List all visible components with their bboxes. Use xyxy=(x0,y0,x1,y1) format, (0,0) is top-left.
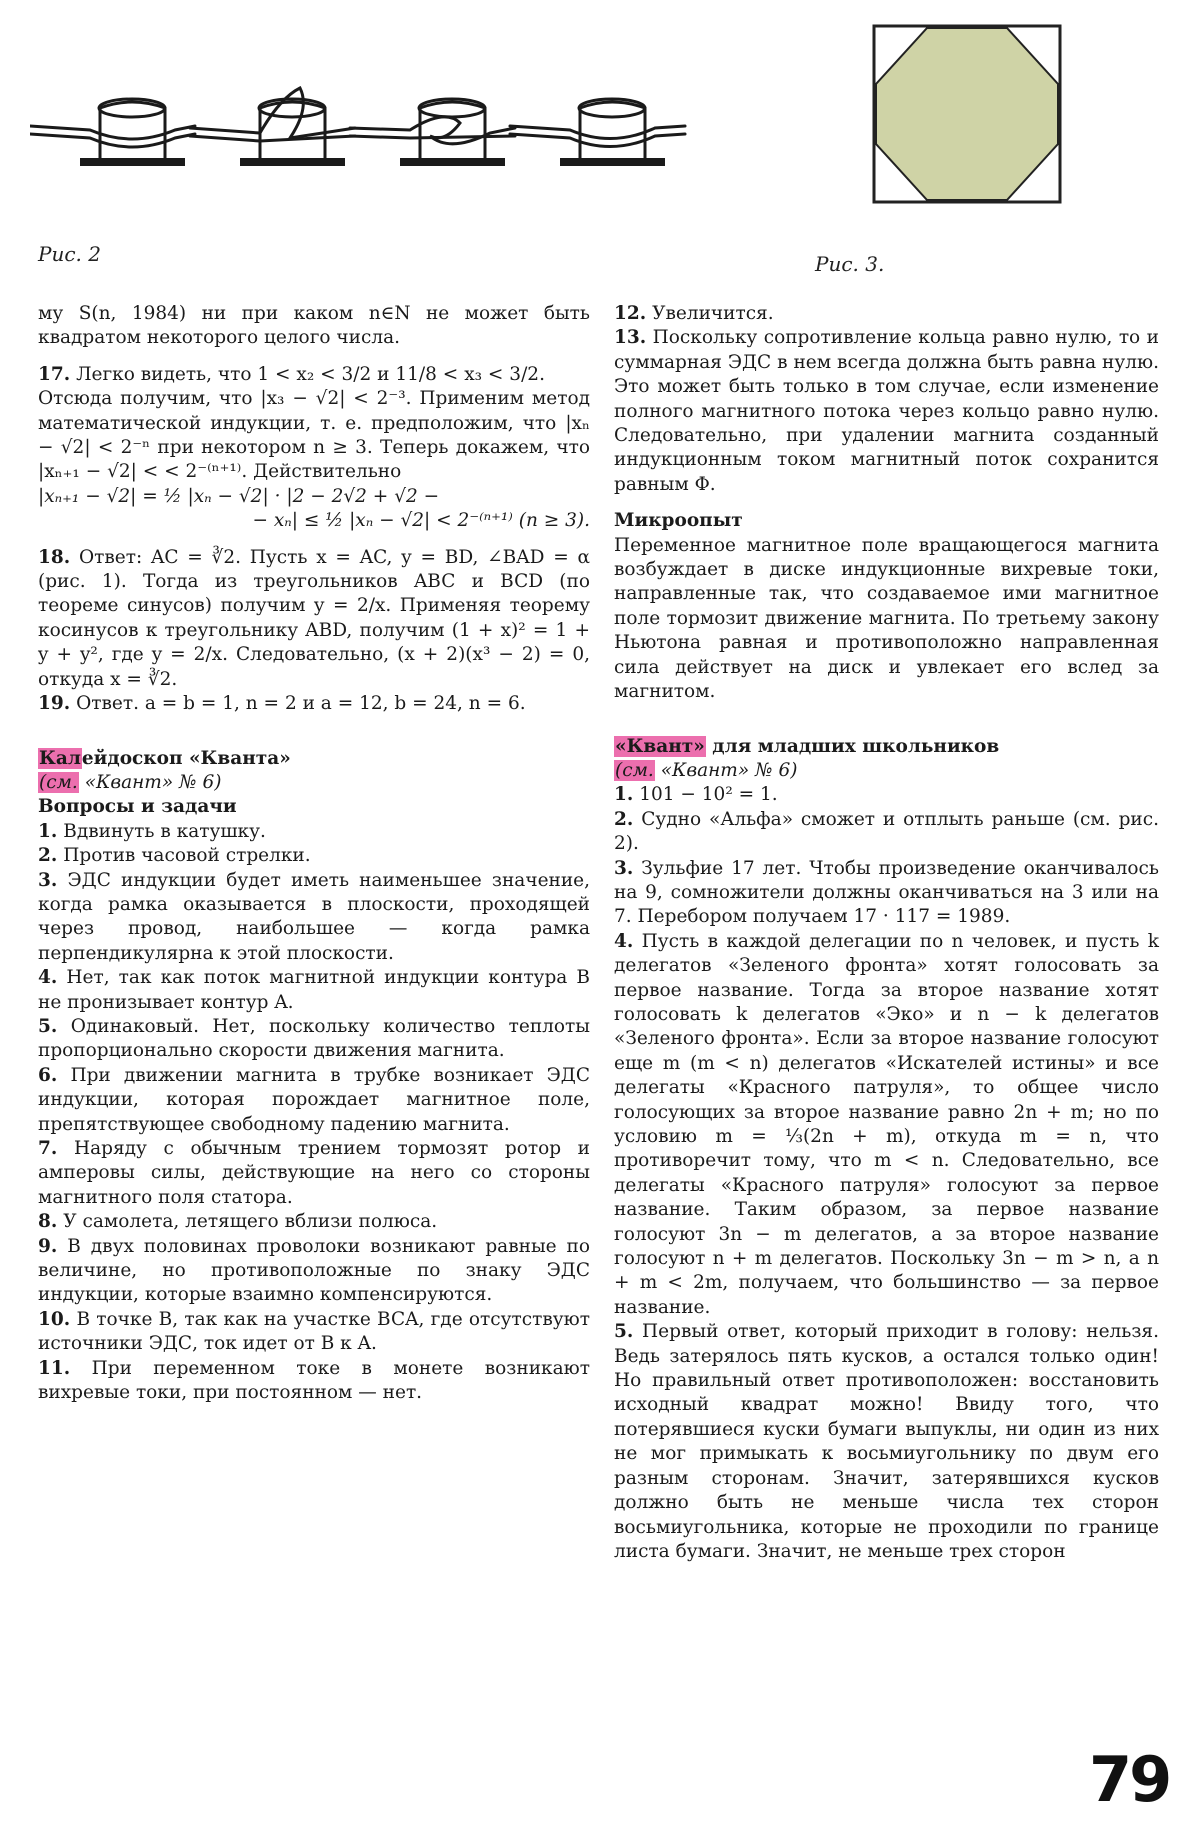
subtitle-rest: «Квант» № 6) xyxy=(654,759,798,781)
answer-number: 7. xyxy=(38,1138,58,1159)
answer-text: У самолета, летящего вблизи полюса. xyxy=(63,1211,438,1233)
answer-number: 2. xyxy=(614,808,634,830)
section-title-kaleidoscope xyxy=(38,747,590,771)
answer-18 xyxy=(38,546,590,692)
list-item xyxy=(614,857,1159,930)
answer-text: Пусть в каждой делегации по n человек, и пусть k делегатов «Зеленого фронта» хотят голосовать за первое название. Тогда за второе название хотят голосовать k делегатов «Эко» и n − k делегатов «Зеленого фронта». Если за второе название голосуют еще m (m < n) делегатов «Искателей истины» и все делегаты «Красного патруля», то общее число голосующих за второе название равно 2n + m; но по условию m = ⅓(2n + m), откуда m = n, что противоречит тому, что m < n. Следовательно, все делегаты «Красного патруля» голосуют за первое название. Таким образом, за первое название голосуют 3n − m делегатов, а за второе название голосуют n + m делегатов. Поскольку 3n − m > n, а n + m < 2m, получаем, что большинство — за первое название. xyxy=(614,930,1159,1318)
answer-number: 17. xyxy=(38,363,71,385)
answer-text-continued: Отсюда получим, что |x₃ − √2| < 2⁻³. Применим метод математической индукции, т. е. предположим, что |xₙ − √2| < 2⁻ⁿ при некотором n ≥ 3. Теперь докажем, что |xₙ₊₁ − √2| < < 2⁻⁽ⁿ⁺¹⁾. Действительно xyxy=(38,388,590,483)
answer-number: 3. xyxy=(38,869,58,891)
figure-3-octagon xyxy=(872,24,1062,204)
answer-text: Ответ: AC = ∛2. Пусть x = AC, y = BD, ∠BAD = α (рис. 1). Тогда из треугольников ABC и BCD (по теореме синусов) получим y = 2/x. Применяя теорему косинусов к треугольнику ABD, получим (1 + x)² = 1 + y + y², где y = 2/x. Следовательно, (x + 2)(x³ − 2) = 0, откуда x = ∛2. xyxy=(38,546,590,690)
list-item xyxy=(38,1308,590,1357)
answer-number: 3. xyxy=(614,857,634,879)
left-column xyxy=(38,302,590,1405)
equation-1: |xₙ₊₁ − √2| = ½ |xₙ − √2| · |2 − 2√2 + √2 − xyxy=(38,485,440,507)
answer-text: В точке B, так как на участке BCA, где отсутствуют источники ЭДС, ток идет от B к A. xyxy=(38,1308,590,1355)
answers-list xyxy=(38,820,590,1406)
answer-number: 10. xyxy=(38,1308,71,1330)
list-item xyxy=(38,1137,590,1210)
figure-2-caption: Рис. 2 xyxy=(38,242,101,266)
list-item xyxy=(38,1357,590,1406)
answer-text: Увеличится. xyxy=(652,303,774,324)
answer-text: Легко видеть, что 1 < x₂ < 3/2 и 11/8 < x₃ < 3/2. xyxy=(76,363,545,385)
answer-number: 13. xyxy=(614,327,647,349)
bollard-knots-icon xyxy=(30,88,685,166)
microexp-text: Переменное магнитное поле вращающегося магнита возбуждает в диске индукционные вихревые токи, направленные так, что создаваемое ими магнитное поле тормозит движение магнита. По третьему закону Ньютона равная и противоположно направленная сила действует на диск и увлекает его вслед за магнитом. xyxy=(614,534,1159,703)
answer-number: 2. xyxy=(38,845,58,867)
answers-list xyxy=(614,302,1159,497)
list-item xyxy=(38,844,590,868)
answer-text: Судно «Альфа» сможет и отплыть раньше (см. рис. 2). xyxy=(614,808,1159,855)
answer-text: Поскольку сопротивление кольца равно нулю, то и суммарная ЭДС в нем всегда должна быть равна нулю. Это может быть только в том случае, если изменение полного магнитного потока через кольцо равно нулю. Следовательно, при удалении магнита созданный индукционным током магнитный поток сохранится равным Φ. xyxy=(614,327,1159,495)
title-highlight: Кал xyxy=(39,747,81,769)
answer-number: 9. xyxy=(38,1235,58,1257)
answer-text: Одинаковый. Нет, поскольку количество теплоты пропорционально скорости движения магнита. xyxy=(38,1015,590,1062)
answer-number: 11. xyxy=(38,1357,71,1379)
answer-text: При переменном токе в монете возникают вихревые токи, при постоянном — нет. xyxy=(38,1357,590,1404)
answer-text: Против часовой стрелки. xyxy=(63,845,311,867)
list-item xyxy=(38,869,590,967)
answer-text: Зульфие 17 лет. Чтобы произведение оканчивалось на 9, сомножители должны оканчиваться на 3 или на 7. Перебором получаем 17 · 117 = 1989. xyxy=(614,857,1159,928)
answer-number: 4. xyxy=(38,967,58,989)
section-title-junior xyxy=(614,735,1159,759)
answer-text: Вдвинуть в катушку. xyxy=(63,820,266,842)
answer-number: 6. xyxy=(38,1064,58,1086)
list-item xyxy=(38,1064,590,1137)
list-item xyxy=(38,820,590,844)
answer-number: 1. xyxy=(614,784,634,806)
answer-text: 101 − 10² = 1. xyxy=(639,784,778,806)
answer-19 xyxy=(38,692,590,716)
figure-2-bollards xyxy=(30,78,695,178)
answer-text: ЭДС индукции будет иметь наименьшее значение, когда рамка оказывается в плоскости, проходящей через провод, наибольшее — когда рамка перпендикулярна к этой плоскости. xyxy=(38,869,591,964)
equation-2: − xₙ| ≤ ½ |xₙ − √2| < 2⁻⁽ⁿ⁺¹⁾ (n ≥ 3). xyxy=(252,510,590,532)
section-subtitle xyxy=(38,771,590,795)
list-item xyxy=(614,808,1159,857)
list-item xyxy=(614,302,1159,326)
answer-number: 5. xyxy=(614,1321,634,1343)
answer-number: 19. xyxy=(38,693,71,715)
list-item xyxy=(614,930,1159,1321)
answer-number: 1. xyxy=(38,820,58,842)
answers-list xyxy=(614,783,1159,1564)
list-item xyxy=(614,783,1159,807)
subtitle-rest: «Квант» № 6) xyxy=(78,771,222,793)
answer-number: 8. xyxy=(38,1211,58,1233)
subtitle-highlight: (см. xyxy=(615,759,654,781)
answer-number: 18. xyxy=(38,546,71,568)
answer-text: Ответ. a = b = 1, n = 2 и a = 12, b = 24, n = 6. xyxy=(76,693,526,715)
section-subtitle xyxy=(614,759,1159,783)
subhead-questions: Вопросы и задачи xyxy=(38,796,237,818)
microexp-title: Микроопыт xyxy=(614,510,743,532)
answer-text: При движении магнита в трубке возникает ЭДС индукции, которая порождает магнитное поле, препятствующее свободному падению магнита. xyxy=(38,1064,590,1135)
answer-text: Наряду с обычным трением тормозят ротор и амперовы силы, действующие на него со стороны магнитного поля статора. xyxy=(38,1138,591,1208)
list-item xyxy=(38,1015,590,1064)
list-item xyxy=(614,326,1159,497)
list-item xyxy=(614,1320,1159,1564)
right-column xyxy=(614,302,1159,1564)
answer-number: 5. xyxy=(38,1015,58,1037)
intro-text: му S(n, 1984) ни при каком n∈N не может быть квадратом некоторого целого числа. xyxy=(38,303,590,349)
list-item xyxy=(38,966,590,1015)
answer-text: В двух половинах проволоки возникают равные по величине, но противоположные по знаку ЭДС индукции, которые взаимно компенсируются. xyxy=(38,1235,590,1306)
answer-17 xyxy=(38,363,590,534)
answer-text: Первый ответ, который приходит в голову: нельзя. Ведь затерялось пять кусков, а остался только один! Но правильный ответ противоположен: восстановить исходный квадрат можно! Ввиду того, что потерявшиеся куски бумаги выпуклы, ни один из них не мог примыкать к восьмиугольнику по двум его разным сторонам. Значит, затерявшихся кусков должно быть не меньше числа тех сторон восьмиугольника, которые не проходили по границе листа бумаги. Значит, не меньше трех сторон xyxy=(614,1321,1159,1562)
answer-number: 4. xyxy=(614,930,634,952)
answer-number: 12. xyxy=(614,303,647,324)
title-rest: ейдоскоп «Кванта» xyxy=(81,747,291,769)
subtitle-highlight: (см. xyxy=(39,771,78,793)
title-highlight: «Квант» xyxy=(615,735,705,757)
page-number: 79 xyxy=(1089,1743,1170,1816)
octagon-paper-icon xyxy=(876,28,1058,200)
list-item xyxy=(38,1210,590,1234)
figure-3-caption: Рис. 3. xyxy=(815,252,885,276)
title-rest: для младших школьников xyxy=(705,735,1000,757)
list-item xyxy=(38,1235,590,1308)
answer-text: Нет, так как поток магнитной индукции контура B не пронизывает контур A. xyxy=(38,967,590,1013)
